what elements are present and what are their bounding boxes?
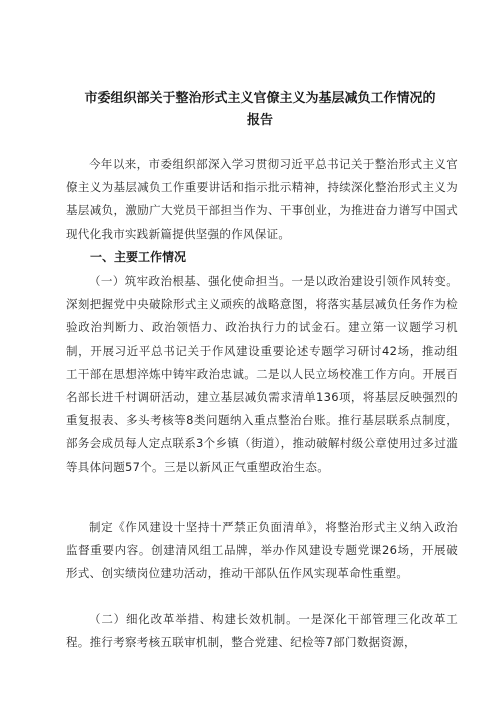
section-heading-main-work: 一、主要工作情况 bbox=[90, 250, 187, 264]
document-title: 市委组织部关于整治形式主义官僚主义为基层减负工作情况的报告 bbox=[84, 91, 436, 128]
subsection-1-paragraph-1: （一）筑牢政治根基、强化使命担当。一是以政治建设引领作风转变。深刻把握党中央破除形式主义顽疾的战略意图，将落实基层减负任务作为检验政治判断力、政治领悟力、政治执行力的试金石。建立第一议题学习机制，开展习近平总书记关于作风建设重要论述专题学习研讨42场，推动组工干部在思想淬炼中铸牢政治忠诚。二是以人民立场校准工作方向。开展百名部长进千村调研活动，建立基层减负需求清单136项，将基层反映强烈的重复报表、多头考核等8类问题纳入重点整治台账。推行基层联系点制度，部务会成员每人定点联系3个乡镇（街道），推动破解村级公章使用过多过滥等具体问题57个。三是以新风正气重塑政治生态。 bbox=[66, 274, 458, 474]
intro-paragraph: 今年以来，市委组织部深入学习贯彻习近平总书记关于整治形式主义官僚主义为基层减负工作重要讲话和指示批示精神，持续深化整治形式主义为基层减负，激励广大党员干部担当作为、干事创业，为推进奋力谱写中国式现代化我市实践新篇提供坚强的作风保证。 bbox=[66, 157, 458, 241]
subsection-1-paragraph-2: 制定《作风建设十坚持十严禁正负面清单》，将整治形式主义纳入政治监督重要内容。创建清风组工品牌，举办作风建设专题党课26场，开展破形式、创实绩岗位建功活动，推动干部队伍作风实现革命性重塑。 bbox=[66, 520, 458, 581]
subsection-2-paragraph-1: （二）细化改革举措、构建长效机制。一是深化干部管理三化改革工程。推行考察考核五联审机制，整合党建、纪检等7部门数据资源， bbox=[66, 612, 458, 650]
